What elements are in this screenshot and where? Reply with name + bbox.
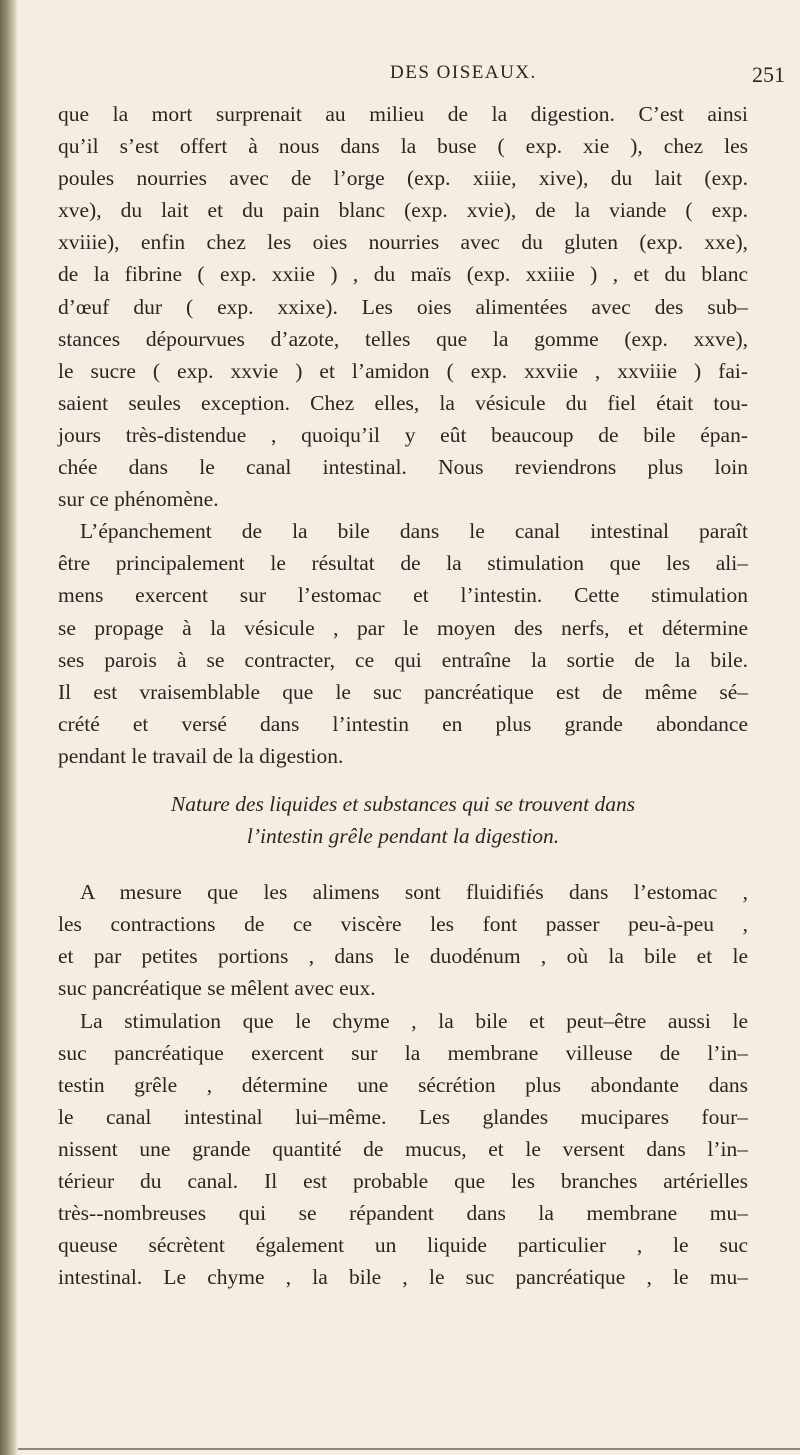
text-line: poules nourries avec de l’orge (exp. xiiie, xive), du lait (exp.: [58, 166, 748, 191]
section-title-line: Nature des liquides et substances qui se trouvent dans: [170, 791, 636, 816]
body-text: [58, 98, 748, 1293]
section-title-line: l’intestin grêle pendant la digestion.: [246, 824, 560, 849]
text-line: que la mort surprenait au milieu de la digestion. C’est ainsi: [58, 102, 748, 126]
text-line: chée dans le canal intestinal. Nous reviendrons plus loin: [58, 455, 748, 480]
paragraph-2: [58, 515, 748, 772]
page-header: [390, 62, 795, 92]
page-bottom-edge: [18, 1448, 800, 1450]
section-title: [58, 788, 748, 852]
text-line: stances dépourvues d’azote, telles que la gomme (exp. xxve),: [58, 326, 748, 351]
text-line: crété et versé dans l’intestin en plus grande abondance: [58, 711, 748, 736]
text-line: les contractions de ce viscère les font passer peu-à-peu ,: [58, 912, 748, 937]
text-line: de la fibrine ( exp. xxiie ) , du maïs (exp. xxiiie ) , et du blanc: [58, 262, 748, 287]
text-line: pendant le travail de la digestion.: [58, 743, 344, 768]
text-line: qu’il s’est offert à nous dans la buse ( exp. xie ), chez les: [58, 134, 748, 159]
text-line: d’œuf dur ( exp. xxixe). Les oies alimentées avec des sub–: [58, 294, 748, 319]
text-line: intestinal. Le chyme , la bile , le suc pancréatique , le mu–: [58, 1265, 748, 1290]
text-line: xviiie), enfin chez les oies nourries avec du gluten (exp. xxe),: [58, 230, 748, 255]
text-line: testin grêle , détermine une sécrétion plus abondante dans: [58, 1072, 748, 1097]
paragraph-4: [58, 1005, 748, 1294]
text-line: se propage à la vésicule , par le moyen des nerfs, et détermine: [58, 615, 748, 640]
text-line: xve), du lait et du pain blanc (exp. xvie), de la viande ( exp.: [58, 198, 748, 223]
text-line: très--nombreuses qui se répandent dans la membrane mu–: [58, 1201, 748, 1226]
text-line: L’épanchement de la bile dans le canal intestinal paraît: [80, 519, 748, 544]
running-head: DES OISEAUX.: [390, 62, 537, 83]
page-number: 251: [752, 62, 785, 87]
paragraph-1: [58, 98, 748, 515]
text-line: sur ce phénomène.: [58, 487, 219, 512]
text-line: ses parois à se contracter, ce qui entraîne la sortie de la bile.: [58, 647, 748, 672]
text-line: A mesure que les alimens sont fluidifiés dans l’estomac ,: [80, 880, 748, 905]
text-line: saient seules exception. Chez elles, la vésicule du fiel était tou-: [58, 390, 748, 415]
text-line: et par petites portions , dans le duodénum , où la bile et le: [58, 944, 748, 969]
text-line: le canal intestinal lui–même. Les glandes mucipares four–: [58, 1104, 748, 1129]
text-line: suc pancréatique se mêlent avec eux.: [58, 976, 376, 1001]
paragraph-3: [58, 876, 748, 1004]
text-line: nissent une grande quantité de mucus, et le versent dans l’in–: [58, 1136, 748, 1161]
text-line: Il est vraisemblable que le suc pancréatique est de même sé–: [58, 679, 748, 704]
text-line: le sucre ( exp. xxvie ) et l’amidon ( exp. xxviie , xxviiie ) fai-: [58, 358, 748, 383]
text-line: queuse sécrètent également un liquide particulier , le suc: [58, 1233, 748, 1258]
text-line: jours très-distendue , quoiqu’il y eût beaucoup de bile épan-: [58, 422, 748, 447]
text-line: suc pancréatique exercent sur la membrane villeuse de l’in–: [58, 1040, 748, 1065]
text-line: térieur du canal. Il est probable que les branches artérielles: [58, 1169, 748, 1193]
text-line: La stimulation que le chyme , la bile et peut–être aussi le: [80, 1008, 748, 1033]
text-line: être principalement le résultat de la stimulation que les ali–: [58, 551, 748, 576]
text-line: mens exercent sur l’estomac et l’intestin. Cette stimulation: [58, 583, 748, 608]
